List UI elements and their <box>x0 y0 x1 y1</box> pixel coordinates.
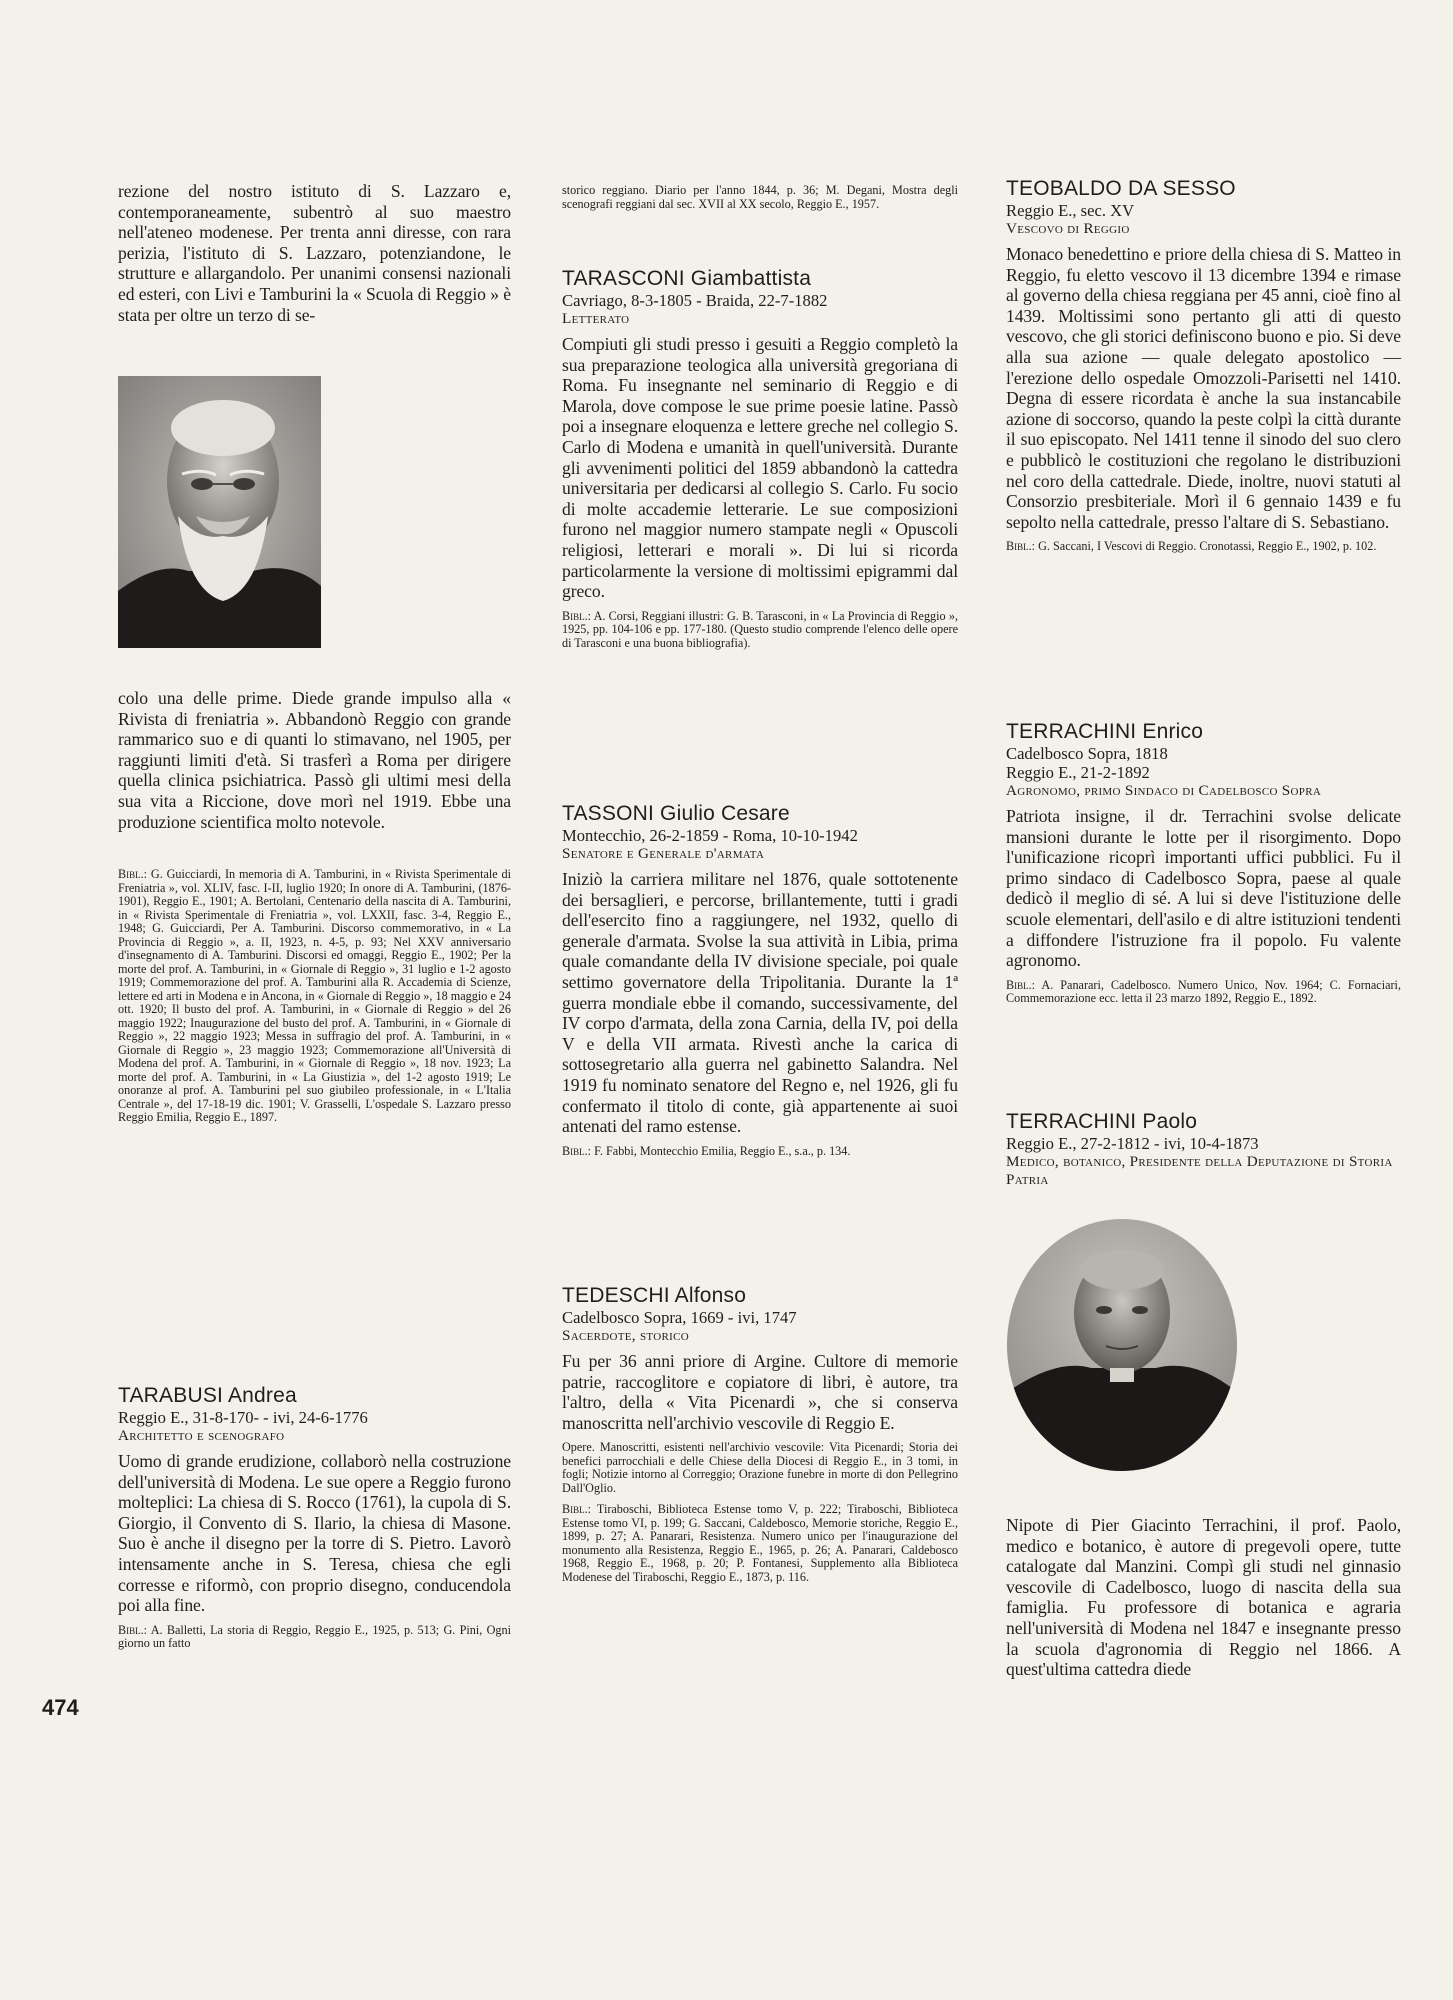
oval-portrait-image <box>1006 1218 1238 1473</box>
entry-tarasconi <box>562 267 958 650</box>
entry-name: TARABUSI Andrea <box>118 1384 297 1407</box>
entry-tarabusi <box>118 1384 511 1651</box>
entry-dates: Montecchio, 26-2-1859 - Roma, 10-10-1942 <box>562 826 858 845</box>
entry-text: Iniziò la carriera militare nel 1876, quale sottotenente dei bersaglieri, e percorse, brillantemente, tutti i gradi dell'esercito fino a raggiungere, nel 1932, quello di generale d'armata. Svolse la sua attività in Libia, prima quale comandante della IV divisione speciale, poi quale settimo governatore della Tripolitania. Durante la 1ª guerra mondiale ebbe il comando, successivamente, del IV corpo d'armata, della zona Carnia, della IV, poi della V e della VII armata. Rivestì anche la carica di sottosegretario alla guerra nel gabinetto Salandra. Nel 1919 fu nominato senatore del Regno e, nel 1926, gli fu confermato il titolo di conte, già appartenente ai suoi antenati del ramo estense. <box>562 869 958 1137</box>
entry-name: TERRACHINI Paolo <box>1006 1110 1198 1133</box>
bibliography: Bibl.: Tiraboschi, Biblioteca Estense tomo V, p. 222; Tiraboschi, Biblioteca Estense tomo VI, p. 199; G. Saccani, Caldebosco, Memorie storiche, Reggio E., 1899, p. 27; A. Panarari, Resistenza. Numero unico per l'inaugurazione del monumento alla Resistenza, Reggio E., 1965, p. 26; A. Panarari, Caldebosco 1968, Reggio E., 1968, p. 20; P. Fontanesi, Supplemento alla Biblioteca Modenese del Tiraboschi, Reggio E., 1873, p. 116. <box>562 1502 959 1584</box>
entry-name: TASSONI Giulio Cesare <box>562 802 790 825</box>
entry-role: Senatore e Generale d'armata <box>562 845 765 862</box>
bibliography: Bibl.: G. Saccani, I Vescovi di Reggio. Cronotassi, Reggio E., 1902, p. 102. <box>1006 539 1377 554</box>
entry-dates: Reggio E., 31-8-170- - ivi, 24-6-1776 <box>118 1408 368 1427</box>
portrait-photo-oval <box>1006 1218 1238 1473</box>
bibliography: Bibl.: A. Panarari, Cadelbosco. Numero Unico, Nov. 1964; C. Fornaciari, Commemorazione ecc. letta il 23 marzo 1892, Reggio E., 1892. <box>1006 977 1401 1006</box>
bibliography: Bibl.: A. Balletti, La storia di Reggio, Reggio E., 1925, p. 513; G. Pini, Ogni giorno un fatto <box>118 1622 512 1651</box>
entry-name: TEOBALDO DA SESSO <box>1006 177 1236 200</box>
entry-dates: Cavriago, 8-3-1805 - Braida, 22-7-1882 <box>562 291 828 310</box>
bibliography: Bibl.: A. Corsi, Reggiani illustri: G. B. Tarasconi, in « La Provincia di Reggio », 1925, pp. 104-106 e pp. 177-180. (Questo studio comprende l'elenco delle opere di Tarasconi e una buona bibliografia). <box>562 608 958 650</box>
entry-text: Monaco benedettino e priore della chiesa di S. Matteo in Reggio, fu eletto vescovo il 13 dicembre 1394 e rimase al governo della chiesa reggiana per 45 anni, cioè fino al 1439. Moltissimi sono pertanto gli atti di questo vescovo, che gli storici definiscono buono e pio. Si deve alla sua azione — quale delegato apostolico — l'erezione dello ospedale Omozzoli-Parisetti nel 1410. Degna di essere ricordata è anche la sua instancabile azione di soccorso, quando la peste colpì la città durante il suo episcopato. Nel 1411 tenne il sinodo del suo clero e pubblicò le costituzioni che regolano le distribuzioni nel coro della cattedrale. Diede, inoltre, nuovi statuti al Consorzio presbiteriale. Morì il 6 gennaio 1439 e fu sepolto nella cattedrale, presso l'altare di S. Sebastiano. <box>1006 244 1401 532</box>
bibliography: Bibl.: G. Guicciardi, In memoria di A. Tamburini, in « Rivista Sperimentale di Freniatria », vol. XLIV, fasc. I-II, luglio 1920; In onore di A. Tamburini, (1876-1901), Reggio E., 1901; A. Bertolani, Centenario della nascita di A. Tamburini, in « Rivista Sperimentale di Freniatria », vol. LXXII, fasc. 3-4, Reggio E., 1948; G. Guicciardi, Per A. Tamburini. Discorso commemorativo, in « La Provincia di Reggio », a. II, 1923, n. 4-5, p. 93; Nel XXV anniversario d'insegnamento di A. Tamburini. Discorsi ed omaggi, Reggio E., 1902; Per la morte del prof. A. Tamburini, in « Giornale di Reggio », 31 luglio e 1-2 agosto 1919; Commemorazione del prof. A. Tamburini alla R. Accademia di Scienze, lettere ed arti in Modena e in Ancona, in « Giornale di Reggio », 18 maggio e 24 ott. 1920; Il busto del prof. A. Tamburini, in « Giornale di Reggio » del 26 maggio 1922; Inaugurazione del busto del prof. A. Tamburini, in « Giornale di Reggio », 22 maggio 1923; Messa in suffragio del prof. A. Tamburini, in « Giornale di Reggio », 23 maggio 1923; Commemorazione all'Università di Modena del prof. A. Tamburini, in « Giornale di Reggio », 18 nov. 1923; La morte del prof. A. Tamburini, in « La Giustizia », del 1-2 agosto 1919; Le onoranze al prof. A. Tamburini pel suo giubileo professionale, in « L'Italia Centrale », del 17-18-19 dic. 1901; V. Grasselli, L'ospedale S. Lazzaro presso Reggio Emilia, Reggio E., 1897. <box>118 867 512 1124</box>
entry-text: Fu per 36 anni priore di Argine. Cultore di memorie patrie, raccoglitore e copiatore di libri, è autore, tra l'altro, della « Vita Picenardi », che si conserva manoscritta nell'archivio vescovile di Reggio E. <box>562 1351 958 1433</box>
portrait-image <box>118 376 321 648</box>
entry-dates: Cadelbosco Sopra, 1818 <box>1006 744 1168 763</box>
entry-text: Uomo di grande erudizione, collaborò nella costruzione dell'università di Modena. Le sue opere a Reggio furono molteplici: La chiesa di S. Rocco (1761), la cupola di S. Giorgio, il Convento di S. Ilario, la chiesa di Masone. Suo è anche il disegno per la torre di S. Pietro. Lavorò intensamente anche in S. Teresa, chiesa che egli corresse e riformò, con proprio disegno, conducendola poi alla fine. <box>118 1451 511 1616</box>
entry-dates: Reggio E., 27-2-1812 - ivi, 10-4-1873 <box>1006 1134 1259 1153</box>
entry-text: Nipote di Pier Giacinto Terrachini, il prof. Paolo, medico e botanico, è autore di pregevoli opere, tutte catalogate dal Manzini. Compì gli studi nel ginnasio vescovile di Cadelbosco, luogo di nascita della sua famiglia. Fu professore di botanica e agraria nell'università di Modena nel 1847 e insegnante presso la scuola d'agronomia di Reggio nel 1866. A quest'ultima cattedra diede <box>1006 1515 1401 1680</box>
entry-text: Compiuti gli studi presso i gesuiti a Reggio completò la sua preparazione teologica alla università gregoriana di Roma. Fu insegnante nel seminario di Reggio e di Marola, dove compose le sue prime poesie latine. Passò poi a insegnare eloquenza e lettere greche nel collegio S. Carlo di Modena e umanità in quell'università. Durante gli avvenimenti politici del 1859 abbandonò la cattedra universitaria per dedicarsi al collegio S. Carlo. Fu socio di molte accademie letterarie. Le sue composizioni furono nel maggior numero stampate negli « Opuscoli religiosi, letterari e morali ». Di lui si ricorda particolarmente la versione di moltissimi epigrammi dal greco. <box>562 334 958 602</box>
entry-text-continued-2: colo una delle prime. Diede grande impulso alla « Rivista di freniatria ». Abbandonò Reggio con grande rammarico suo e di quanti lo stimavano, nel 1905, per raggiunti limiti d'età. Si trasferì a Roma per dirigere quella clinica psichiatrica. Passò gli ultimi mesi della sua vita a Riccione, dove morì nel 1919. Ebbe una produzione scientifica molto notevole. <box>118 688 511 832</box>
page-number: 474 <box>42 1695 79 1720</box>
entry-terrachini-enrico <box>1006 720 1401 1006</box>
entry-name: TERRACHINI Enrico <box>1006 720 1204 743</box>
entry-terrachini-paolo <box>1006 1110 1401 1195</box>
entry-dates-2: Reggio E., 21-2-1892 <box>1006 763 1150 782</box>
entry-dates: Reggio E., sec. XV <box>1006 201 1135 220</box>
bibliography-continued: storico reggiano. Diario per l'anno 1844, p. 36; M. Degani, Mostra degli scenografi reggiani dal sec. XVII al XX secolo, Reggio E., 1957. <box>562 183 958 211</box>
entry-role: Sacerdote, storico <box>562 1327 689 1344</box>
entry-name: TEDESCHI Alfonso <box>562 1284 747 1307</box>
entry-role: Agronomo, primo Sindaco di Cadelbosco Sopra <box>1006 782 1322 799</box>
entry-name: TARASCONI Giambattista <box>562 267 812 290</box>
portrait-photo-bearded-man <box>118 376 321 648</box>
entry-tassoni <box>562 802 958 1158</box>
entry-text: Patriota insigne, il dr. Terrachini svolse delicate mansioni durante le lotte per il risorgimento. Dopo l'unificazione ricoprì importanti uffici pubblici. Fu il primo sindaco di Cadelbosco Sopra, paese al quale dedicò il meglio di sé. A lui si deve l'istituzione delle scuole elementari, dell'asilo e di altre istituzioni tendenti a diffondere l'istruzione fra il popolo. Fu valente agronomo. <box>1006 806 1401 971</box>
entry-role: Architetto e scenografo <box>118 1427 285 1444</box>
entry-text-continued: rezione del nostro istituto di S. Lazzaro e, contemporaneamente, subentrò al suo maestro nell'ateneo modenese. Per trenta anni diresse, con rara perizia, l'istituto di S. Lazzaro, potenziandone, le strutture e allargandolo. Per unanimi consensi nazionali ed esteri, con Livi e Tamburini la « Scuola di Reggio » è stata per oltre un terzo di se- <box>118 181 511 325</box>
bibliography: Bibl.: F. Fabbi, Montecchio Emilia, Reggio E., s.a., p. 134. <box>562 1143 851 1158</box>
entry-dates: Cadelbosco Sopra, 1669 - ivi, 1747 <box>562 1308 797 1327</box>
entry-role: Vescovo di Reggio <box>1006 220 1130 237</box>
entry-tedeschi <box>562 1284 958 1584</box>
entry-role: Medico, botanico, Presidente della Deputazione di Storia Patria <box>1006 1153 1393 1188</box>
works-list: Opere. Manoscritti, esistenti nell'archivio vescovile: Vita Picenardi; Storia dei benefici parrocchiali e delle Chiese della Diocesi di Reggio E., in 3 tomi, in fogli; Notizie intorno al Correggio; Orazione funebre in morte di don Pellegrino Dall'Oglio. <box>562 1440 958 1495</box>
entry-role: Letterato <box>562 310 630 327</box>
entry-teobaldo <box>1006 177 1401 554</box>
